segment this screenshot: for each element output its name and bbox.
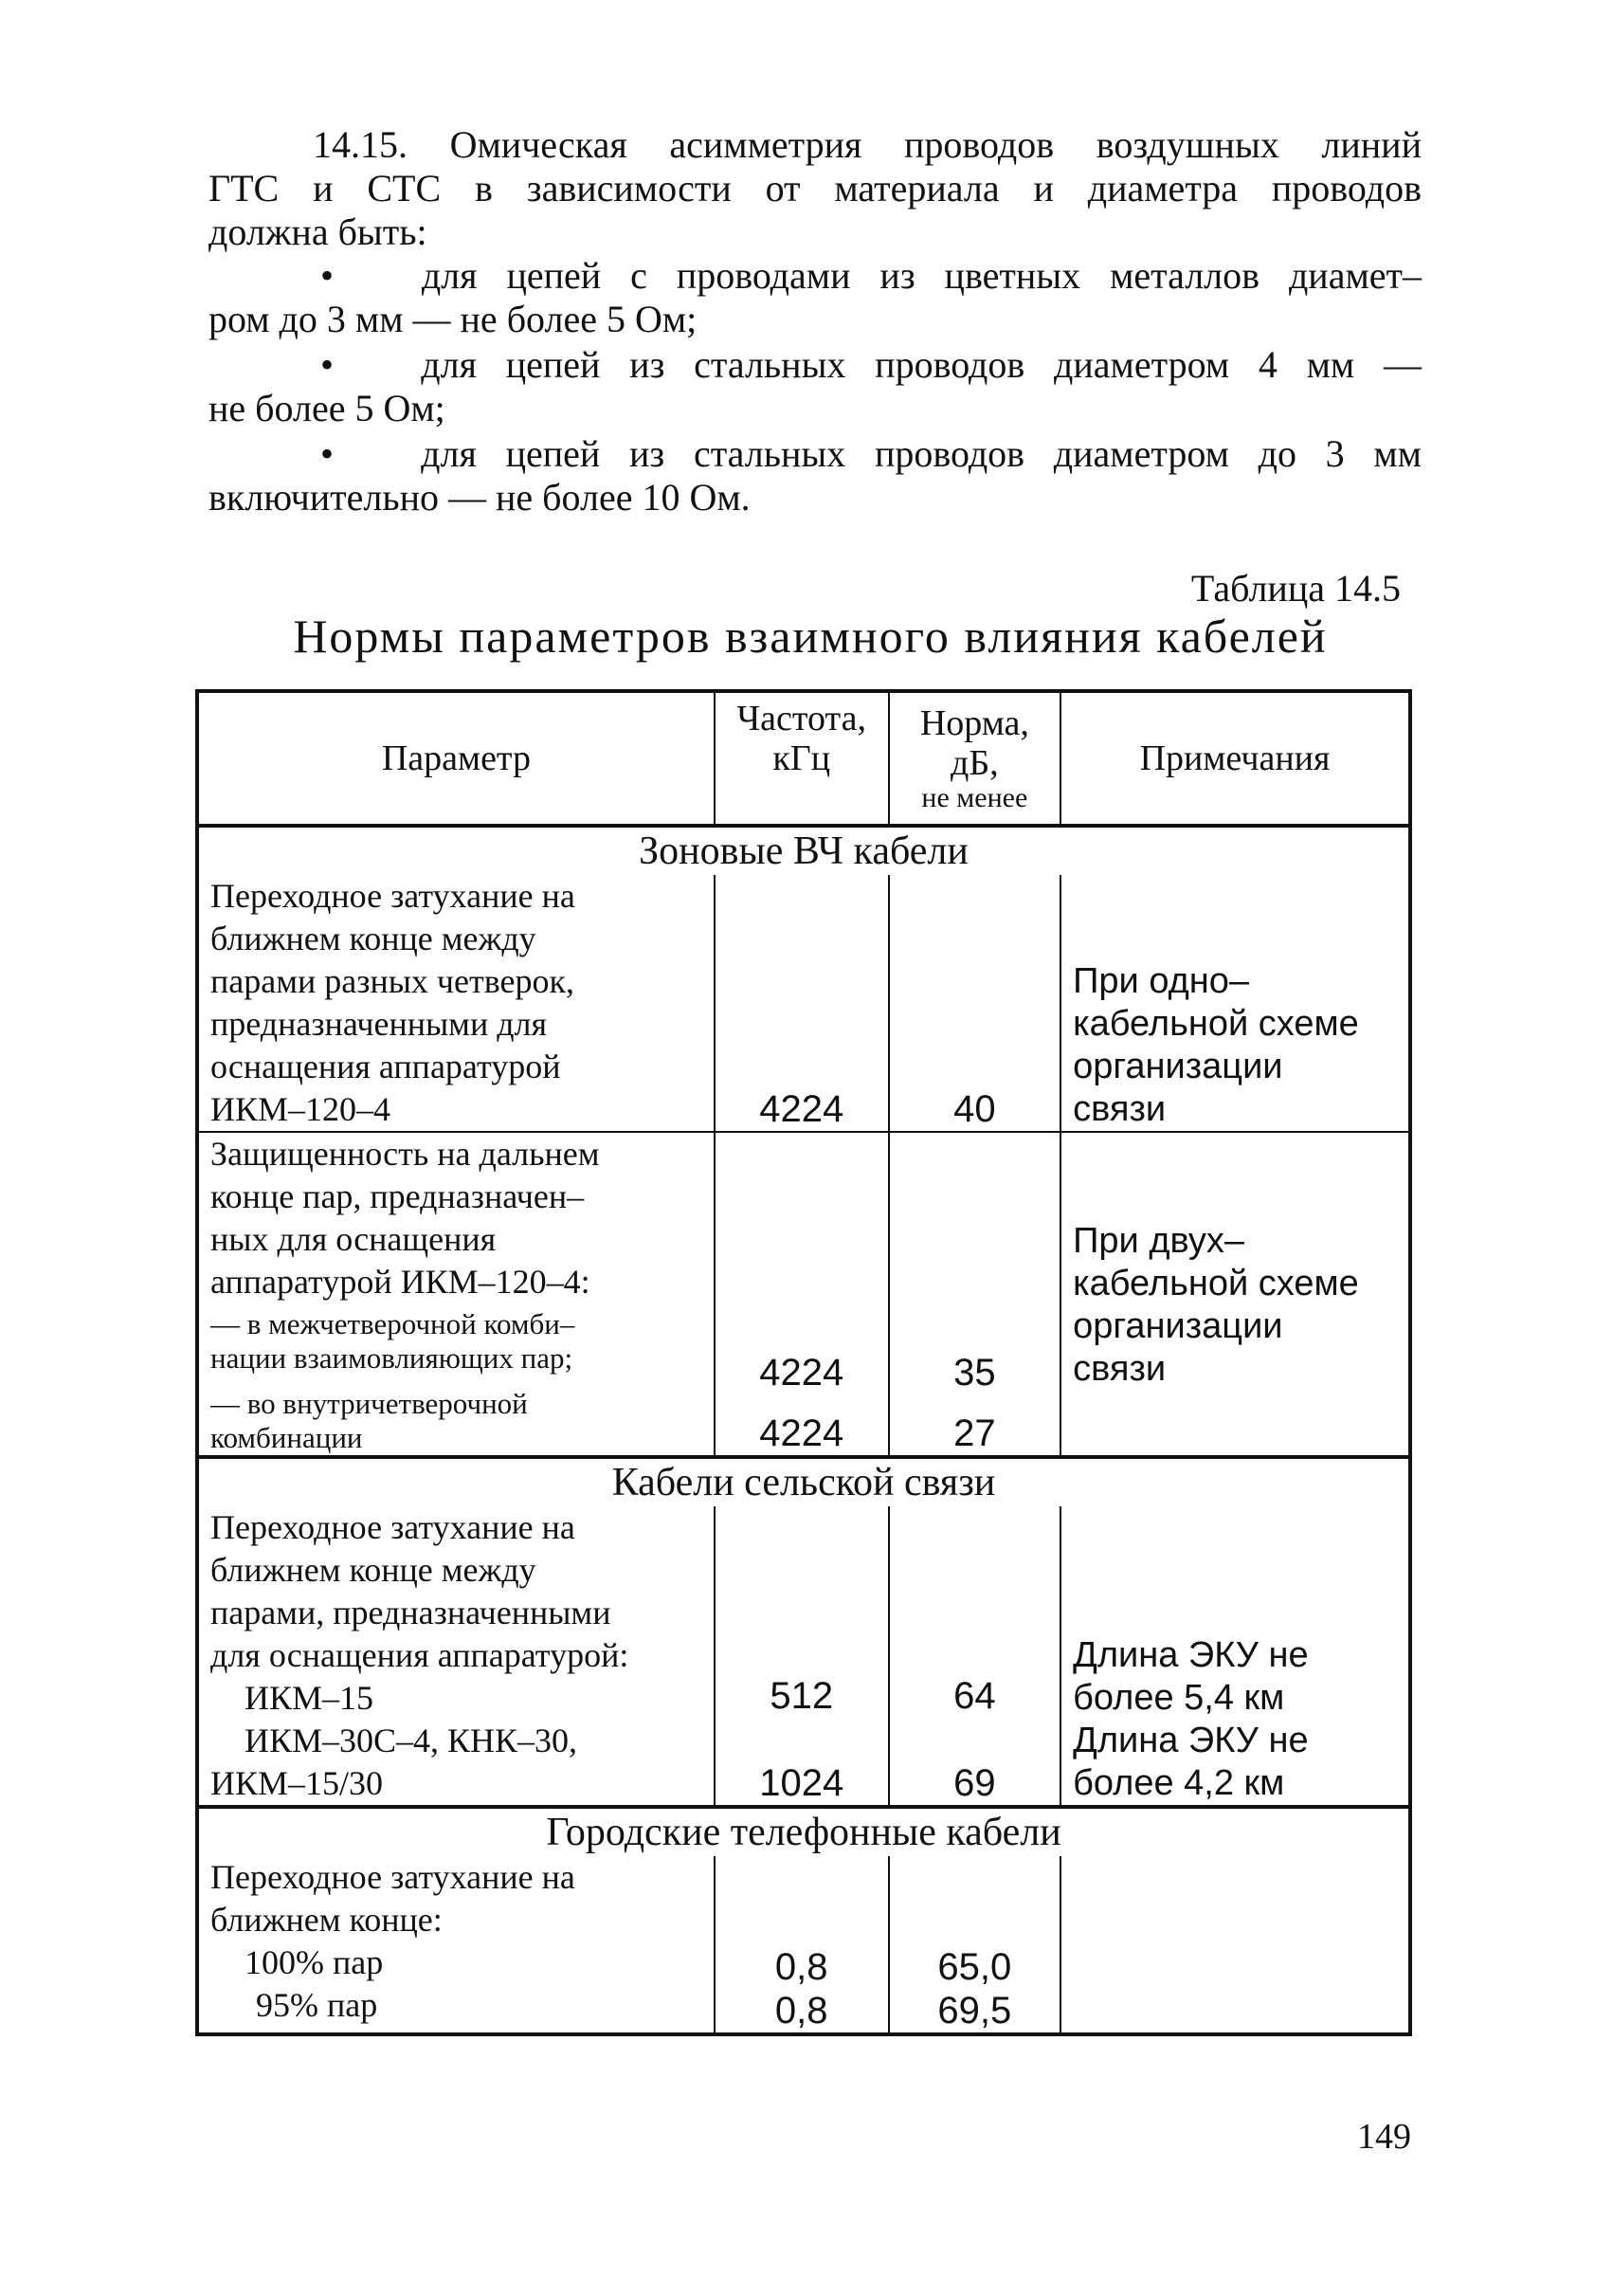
param-line: для оснащения аппаратурой: — [210, 1636, 629, 1674]
norm-cell — [889, 1132, 1061, 1457]
bullet-item-1 — [208, 254, 1422, 341]
frequency-value: 4224 — [759, 1352, 844, 1394]
table-caption: Таблица 14.5 — [1190, 567, 1401, 610]
table-row — [197, 1856, 1410, 2034]
bullet-3-line-2: включительно — не более 10 Ом. — [208, 476, 751, 519]
param-line: ИКМ–120–4 — [210, 1090, 391, 1128]
norms-table — [195, 689, 1412, 2036]
header-freq-line-2: кГц — [772, 738, 831, 778]
param-line: Переходное затухание на — [210, 1858, 575, 1896]
norm-value: 69 — [953, 1762, 996, 1804]
frequency-value: 4224 — [759, 1412, 844, 1454]
page-number: 149 — [1357, 2117, 1411, 2157]
param-item: 100% пар — [245, 1943, 384, 1981]
note-line: связи — [1073, 1349, 1167, 1389]
bullet-symbol: • — [320, 343, 335, 386]
note-line: более 5,4 км — [1073, 1678, 1285, 1718]
param-item: ИКМ–15 — [245, 1679, 374, 1717]
param-line: ных для оснащения — [210, 1220, 497, 1258]
table-header-row — [197, 691, 1410, 826]
param-item: 95% пар — [256, 1986, 378, 2024]
norm-value: 35 — [953, 1352, 996, 1394]
intro-line-2: ГТС и СТС в зависимости от материала и диаметра проводов — [208, 167, 1422, 210]
bullet-symbol: • — [320, 254, 335, 297]
norm-value: 27 — [953, 1412, 996, 1454]
header-norm-line-2: дБ, — [951, 743, 999, 783]
intro-line-3: должна быть: — [208, 210, 427, 253]
param-line: парами, предназначенными — [210, 1594, 611, 1631]
table-row — [197, 1132, 1410, 1457]
bullet-2-line-2: не более 5 Ом; — [208, 387, 445, 429]
param-line: оснащения аппаратурой — [210, 1048, 561, 1085]
param-cell — [197, 1132, 715, 1457]
param-subline: комбинации — [210, 1421, 363, 1454]
note-cell — [1060, 875, 1410, 1132]
note-cell — [1060, 1506, 1410, 1807]
section-title-rural: Кабели сельской связи — [197, 1457, 1410, 1506]
norm-cell: 40 — [889, 875, 1061, 1132]
frequency-value: 0,8 — [774, 1946, 828, 1988]
header-norm-line-3: не менее — [921, 782, 1028, 813]
header-frequency — [715, 691, 889, 826]
param-cell — [197, 875, 715, 1132]
param-item: ИКМ–15/30 — [210, 1764, 384, 1802]
table-row — [197, 1506, 1410, 1807]
note-line: кабельной схеме — [1073, 1264, 1359, 1303]
section-title-urban: Городские телефонные кабели — [197, 1807, 1410, 1856]
table-title: Нормы параметров взаимного влияния кабелей — [293, 610, 1328, 663]
param-subline: — в межчетверочной комби– — [210, 1307, 575, 1340]
note-cell — [1060, 1132, 1410, 1457]
section-header-zonal — [197, 826, 1410, 875]
param-cell — [197, 1856, 715, 2034]
header-param: Параметр — [197, 691, 715, 826]
note-line: связи — [1073, 1089, 1167, 1129]
note-cell — [1060, 1856, 1410, 2034]
param-line: парами разных четверок, — [210, 962, 574, 1000]
param-line: Переходное затухание на — [210, 877, 575, 915]
bullet-1-line-2: ром до 3 мм — не более 5 Ом; — [208, 298, 698, 340]
section-title-zonal: Зоновые ВЧ кабели — [197, 826, 1410, 875]
frequency-value: 1024 — [759, 1762, 844, 1804]
norm-value: 69,5 — [937, 1990, 1012, 2032]
param-item: ИКМ–30С–4, КНК–30, — [245, 1722, 578, 1759]
header-freq-line-1: Частота, — [736, 699, 866, 738]
norm-value: 64 — [953, 1675, 996, 1717]
note-line: кабельной схеме — [1073, 1004, 1359, 1044]
bullet-3-line-1: для цепей из стальных проводов диаметром до 3 мм — [421, 432, 1422, 475]
note-line: При двух– — [1073, 1221, 1244, 1261]
section-header-urban — [197, 1807, 1410, 1856]
param-subline: нации взаимовлияющих пар; — [210, 1341, 573, 1375]
bullet-1-line-1: для цепей с проводами из цветных металлов диамет– — [421, 254, 1423, 297]
param-subline: — во внутричетверочной — [210, 1387, 528, 1420]
norm-cell — [889, 1856, 1061, 2034]
param-line: Переходное затухание на — [210, 1508, 575, 1546]
frequency-value: 512 — [770, 1675, 834, 1717]
note-line: организации — [1073, 1306, 1283, 1346]
note-line: Длина ЭКУ не — [1073, 1635, 1309, 1675]
bullet-item-2 — [208, 343, 1422, 430]
frequency-cell — [715, 1132, 889, 1457]
norm-value: 65,0 — [937, 1946, 1012, 1988]
bullet-symbol: • — [320, 432, 335, 475]
frequency-cell: 4224 — [715, 875, 889, 1132]
table-row — [197, 875, 1410, 1132]
intro-line-1: 14.15. Омическая асимметрия проводов воздушных линий — [313, 123, 1422, 166]
header-notes: Примечания — [1060, 691, 1410, 826]
param-line: Защищенность на дальнем — [210, 1135, 600, 1173]
header-norm-line-1: Норма, — [919, 703, 1029, 743]
frequency-value: 0,8 — [774, 1990, 828, 2032]
note-line: При одно– — [1073, 961, 1250, 1001]
frequency-cell — [715, 1506, 889, 1807]
param-line: ближнем конце между — [210, 1551, 536, 1589]
param-line: ближнем конце между — [210, 920, 536, 957]
param-line: аппаратурой ИКМ–120–4: — [210, 1263, 590, 1301]
norm-cell — [889, 1506, 1061, 1807]
param-line: ближнем конце: — [210, 1901, 443, 1939]
bullet-item-3 — [208, 432, 1422, 519]
frequency-cell — [715, 1856, 889, 2034]
bullet-2-line-1: для цепей из стальных проводов диаметром 4 мм — — [421, 343, 1422, 386]
section-header-rural — [197, 1457, 1410, 1506]
header-norm — [889, 691, 1061, 826]
param-line: предназначенными для — [210, 1005, 548, 1043]
param-cell — [197, 1506, 715, 1807]
intro-paragraph — [208, 123, 1422, 254]
param-line: конце пар, предназначен– — [210, 1177, 585, 1215]
note-line: Длина ЭКУ не — [1073, 1721, 1309, 1760]
note-line: более 4,2 км — [1073, 1763, 1285, 1803]
note-line: организации — [1073, 1047, 1283, 1086]
